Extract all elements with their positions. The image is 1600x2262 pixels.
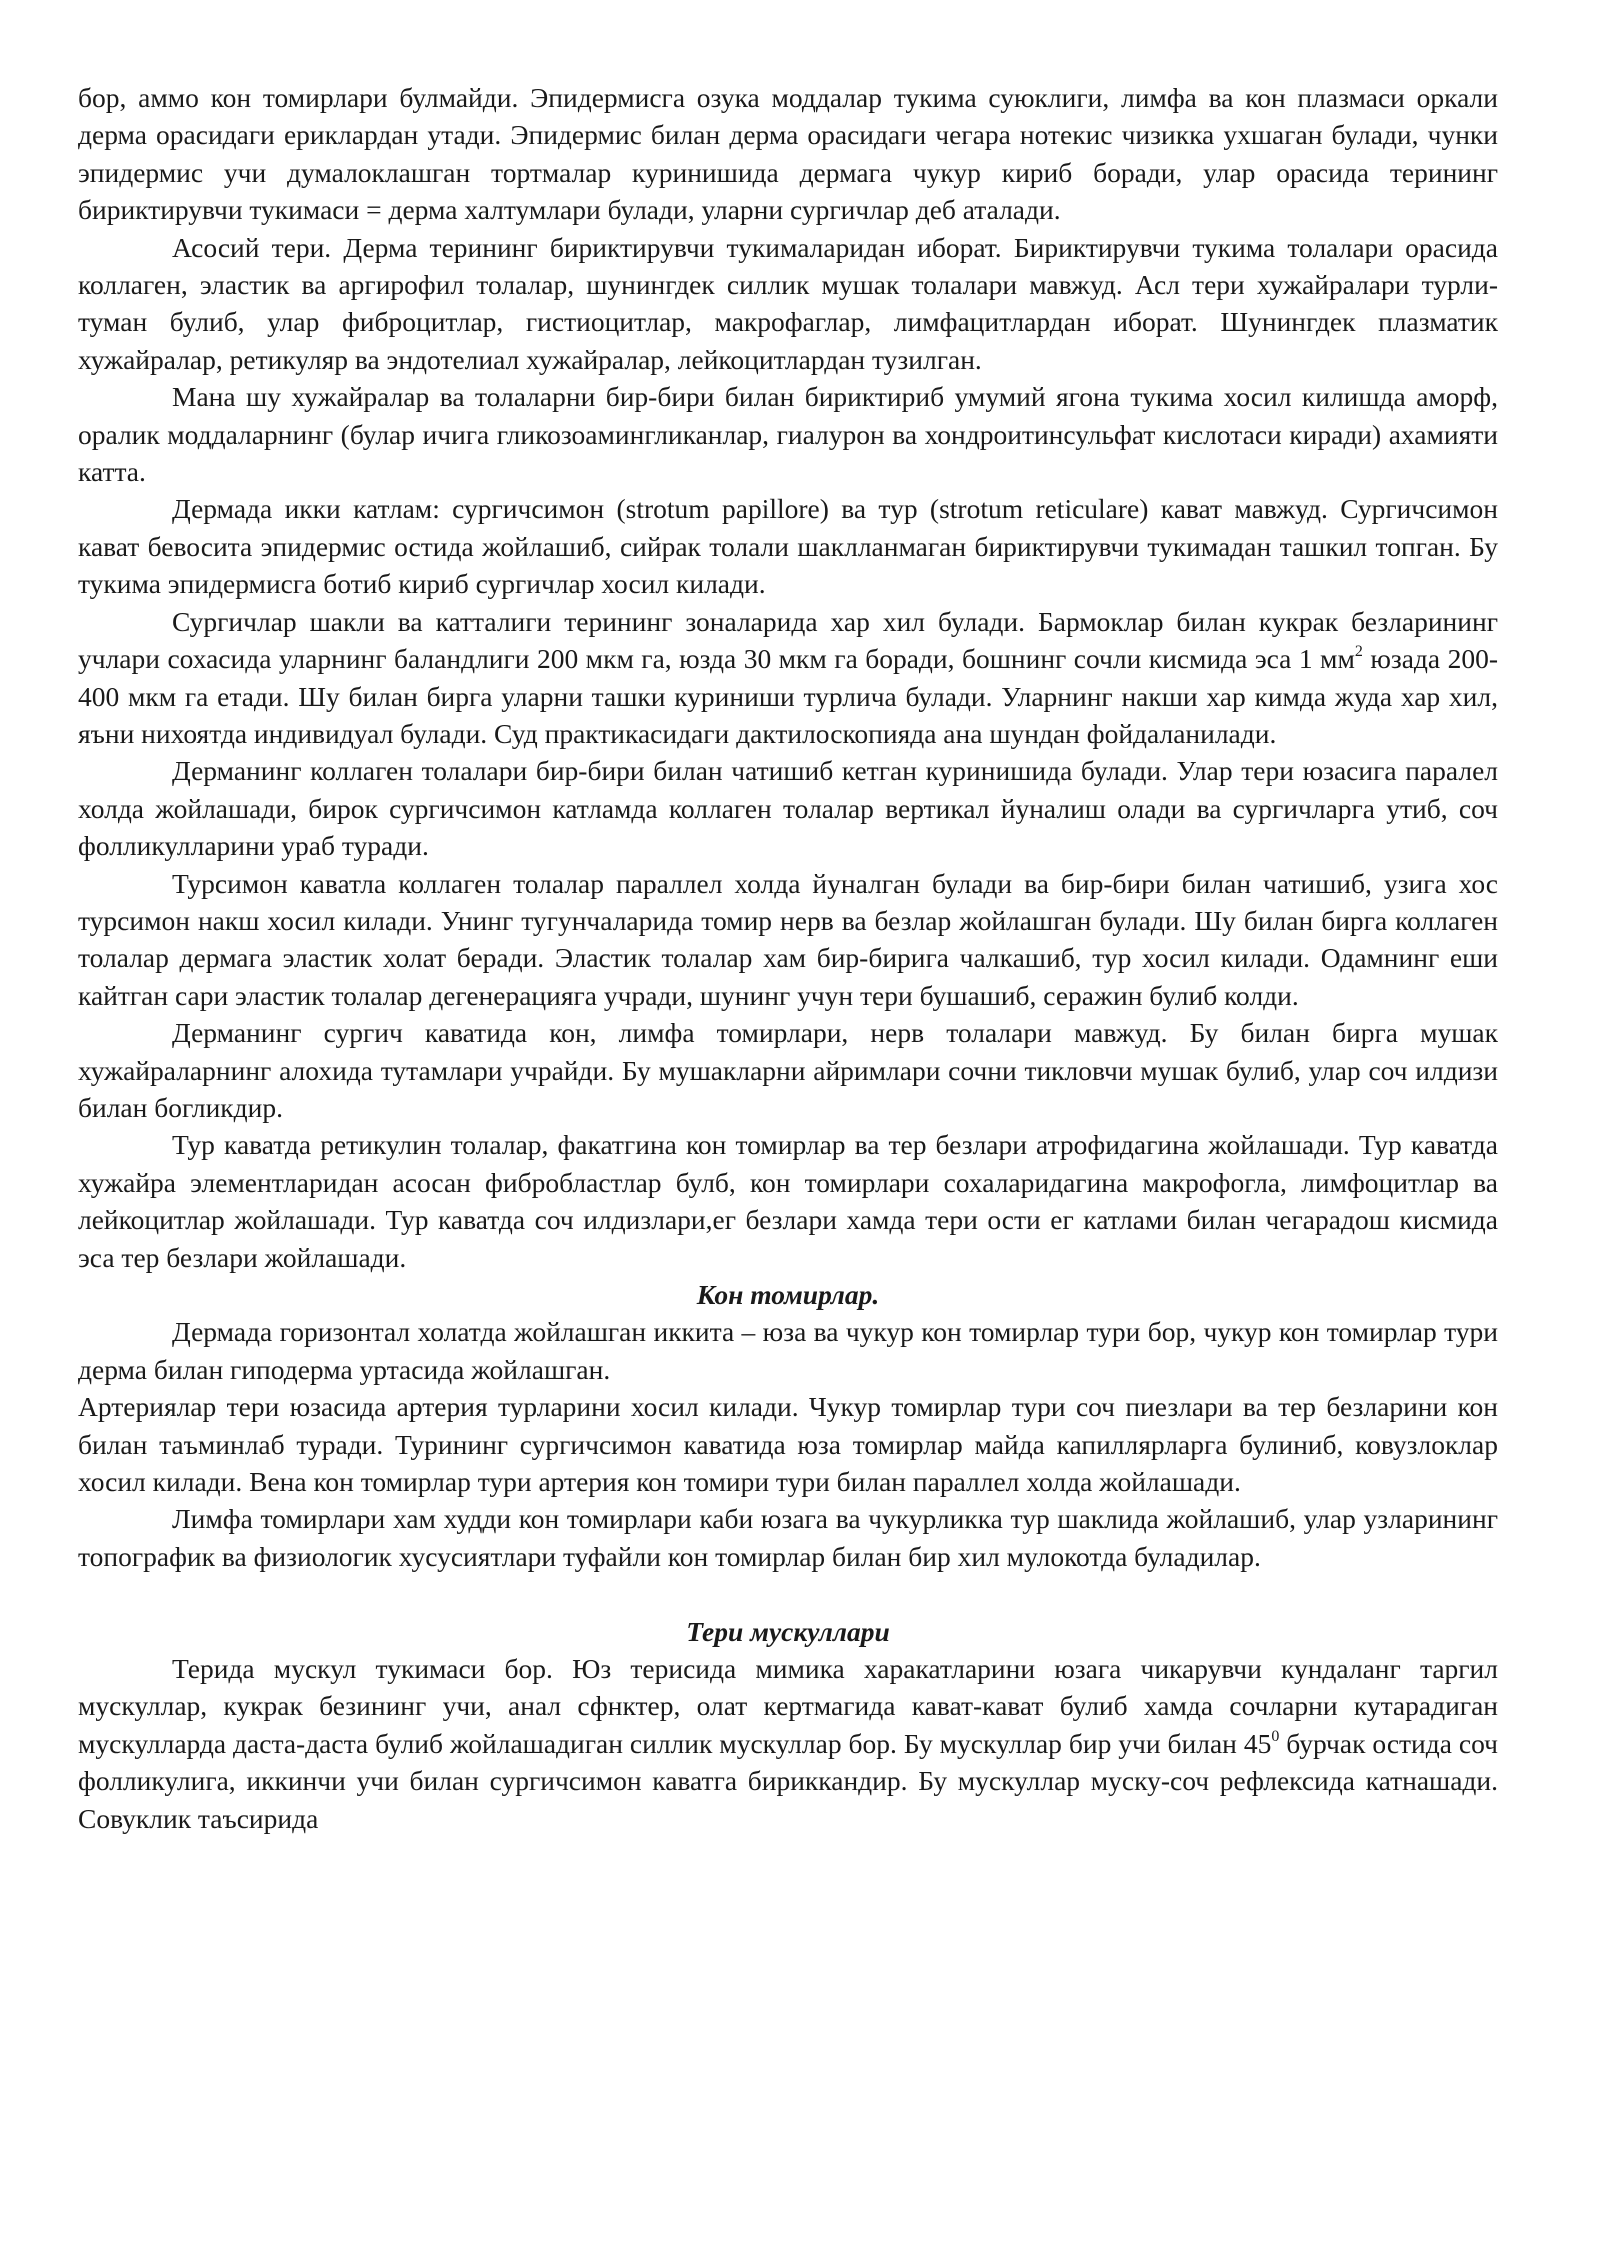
paragraph-text: Терида мускул тукимаси бор. Юз терисида мимика харакатларини юзага чикарувчи кундаланг таргил мускуллар, кукрак безининг учи, анал сфнктер, олат кертмагида кават-кават булиб хамда сочларни кутарадиган мускулларда даста-даста булиб жойлашадиган силлик мускуллар бор. Бу мускуллар бир учи билан 45 bbox=[78, 1653, 1498, 1759]
paragraph: Дермада горизонтал холатда жойлашган иккита – юза ва чукур кон томирлар тури бор, чукур кон томирлар тури дерма билан гиподерма уртасида жойлашган. bbox=[78, 1316, 1498, 1385]
paragraph: Тур каватда ретикулин толалар, факатгина кон томирлар ва тер безлари атрофидагина жойлашади. Тур каватда хужайра элементларидан асосан фибробластлар булб, кон томирлари сохаларидагина макрофогла, лимфоцитлар ва лейкоцитлар жойлашади. Тур каватда соч илдизлари,ег безлари хамда тери ости ег катлами билан чегарадош кисмида эса тер безлари жойлашади. bbox=[78, 1129, 1498, 1273]
superscript: 2 bbox=[1354, 643, 1363, 661]
paragraph bbox=[78, 1650, 1498, 1837]
superscript: 0 bbox=[1271, 1727, 1280, 1745]
spacer bbox=[78, 1575, 1498, 1612]
paragraph bbox=[78, 603, 1498, 753]
paragraph: Турсимон каватла коллаген толалар параллел холда йуналган булади ва бир-бири билан чатишиб, узига хос турсимон накш хосил килади. Унинг тугунчаларида томир нерв ва безлар жойлашган булади. Шу билан бирга коллаген толалар дермага эластик холат беради. Эластик толалар хам бир-бирига чалкашиб, тур хосил килади. Одамнинг еши кайтган сари эластик толалар дегенерацияга учради, шунинг учун тери бушашиб, серажин булиб колди. bbox=[78, 867, 1498, 1011]
paragraph: Дерманинг сургич каватида кон, лимфа томирлари, нерв толалари мавжуд. Бу билан бирга мушак хужайраларнинг алохида тутамлари учрайди. Бу мушакларни айримлари сочни тикловчи мушак булиб, улар соч илдизи билан богликдир. bbox=[78, 1017, 1498, 1123]
paragraph-text: Сургичлар шакли ва катталиги терининг зоналарида хар хил булади. Бармоклар билан кукрак безларининг учлари сохасида уларнинг баландлиги 200 мкм га, юзда 30 мкм га боради, бошнинг сочли кисмида эса 1 мм bbox=[78, 605, 1498, 675]
paragraph-text: юзада 200-400 мкм га етади. Шу билан бирга уларни ташки куриниши турлича булади. Уларнинг накши хар кимда жуда хар хил, яъни нихоятда индивидуал булади. Суд практикасидаги дактилоскопияда ана шундан фойдаланилади. bbox=[78, 643, 1499, 749]
paragraph-text: бурчак остида соч фолликулига, иккинчи учи билан сургичсимон каватга бириккандир. Бу мускуллар муску-соч рефлексида катнашади. Совуклик таъсирида bbox=[78, 1727, 1498, 1834]
paragraph: Дерманинг коллаген толалари бир-бири билан чатишиб кетган куринишида булади. Улар тери юзасига паралел холда жойлашади, бирок сургичсимон катламда коллаген толалар вертикал йуналиш олади ва сургичларга утиб, соч фолликулларини ураб туради. bbox=[78, 755, 1498, 862]
section-heading: Кон томирлар. bbox=[696, 1279, 880, 1310]
paragraph: Лимфа томирлари хам худди кон томирлари каби юзага ва чукурликка тур шаклида жойлашиб, улар узларининг топографик ва физиологик хусусиятлари туфайли кон томирлар билан бир хил мулокотда буладилар. bbox=[78, 1503, 1498, 1572]
document-page bbox=[78, 79, 1498, 1837]
paragraph: Дермада икки катлам: сургичсимон (strotum papillore) ва тур (strotum reticulare) кават мавжуд. Сургичсимон кават бевосита эпидермис остида жойлашиб, сийрак толали шаклланмаган бириктирувчи тукимадан ташкил топган. Бу тукима эпидермисга ботиб кириб сургичлар хосил килади. bbox=[78, 493, 1498, 600]
paragraph: Мана шу хужайралар ва толаларни бир-бири билан бириктириб умумий ягона тукима хосил килишда аморф, оралик моддаларнинг (булар ичига гликозоамингликанлар, гиалурон ва хондроитинсульфат кислотаси киради) ахамияти катта. bbox=[78, 381, 1498, 488]
paragraph: бор, аммо кон томирлари булмайди. Эпидермисга озука моддалар тукима суюклиги, лимфа ва кон плазмаси оркали дерма орасидаги ериклардан утади. Эпидермис билан дерма орасидаги чегара нотекис чизикка ухшаган булади, чунки эпидермис учи думалоклашган тортмалар куринишида дермага чукур кириб боради, улар орасида терининг бириктирувчи тукимаси = дерма халтумлари булади, уларни сургичлар деб аталади. bbox=[78, 82, 1498, 226]
paragraph: Асосий тери. Дерма терининг бириктирувчи тукималаридан иборат. Бириктирувчи тукима толалари орасида коллаген, эластик ва аргирофил толалар, шунингдек силлик мушак толалари мавжуд. Асл тери хужайралари турли-туман булиб, улар фиброцитлар, гистиоцитлар, макрофаглар, лимфацитлардан иборат. Шунингдек плазматик хужайралар, ретикуляр ва эндотелиал хужайралар, лейкоцитлардан тузилган. bbox=[78, 231, 1498, 375]
section-heading: Тери мускуллари bbox=[686, 1615, 890, 1647]
paragraph: Артериялар тери юзасида артерия турларини хосил килади. Чукур томирлар тури соч пиезлари ва тер безларини кон билан таъминлаб туради. Турининг сургичсимон каватида юза томирлар майда капиллярларга булиниб, ковузлоклар хосил килади. Вена кон томирлар тури артерия кон томири тури билан параллел холда жойлашади. bbox=[78, 1391, 1498, 1498]
